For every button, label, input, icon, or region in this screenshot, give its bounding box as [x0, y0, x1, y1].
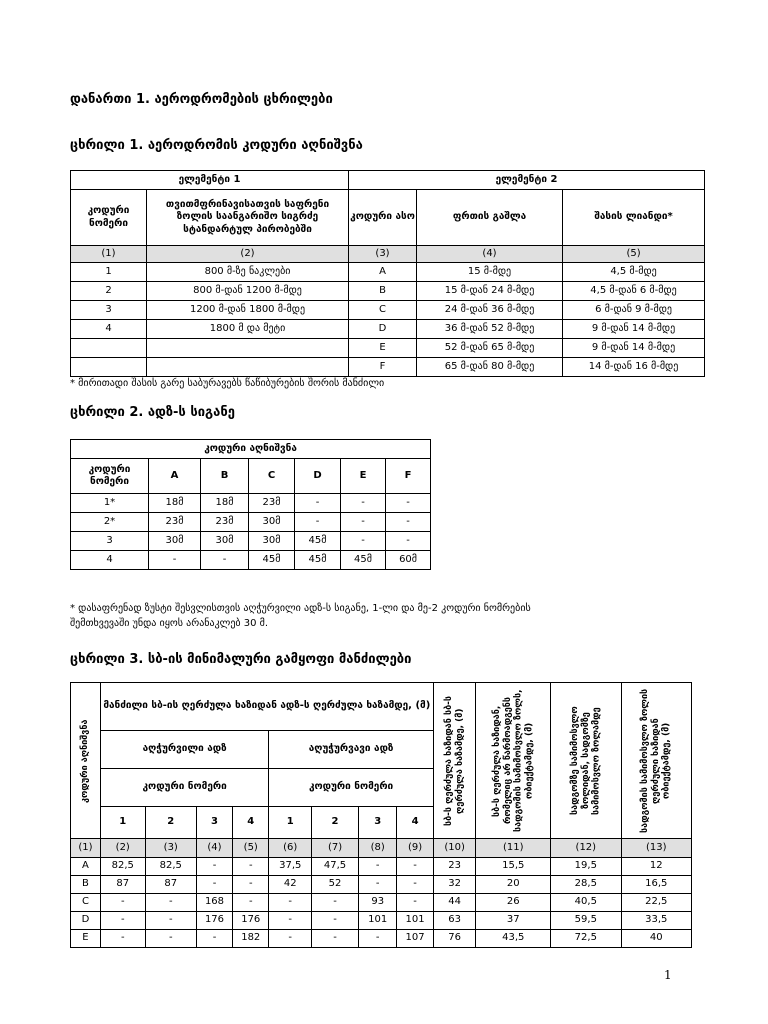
table-cell: 87 — [145, 876, 196, 894]
table3-code-number-header: კოდური ნომერი — [269, 769, 433, 807]
table-cell: C — [349, 301, 417, 320]
table-cell: - — [359, 876, 397, 894]
table1-number-row — [71, 246, 705, 263]
table-cell: 76 — [433, 930, 476, 948]
table-cell: 82,5 — [145, 858, 196, 876]
table3-number-row — [71, 839, 692, 858]
table-cell: - — [359, 930, 397, 948]
table-cell: 4,5 მ-დან 6 მ-მდე — [563, 282, 705, 301]
table-cell: 60მ — [386, 551, 431, 570]
table3-num-cell: (2) — [100, 839, 145, 858]
table-cell: - — [233, 894, 269, 912]
table1-aerodrome-code — [70, 170, 705, 377]
table-cell: - — [269, 894, 312, 912]
table-cell: - — [386, 532, 431, 551]
table-cell: 93 — [359, 894, 397, 912]
table-cell: 22,5 — [621, 894, 691, 912]
table-cell: 19,5 — [551, 858, 621, 876]
table-cell: 23 — [433, 858, 476, 876]
table-cell: - — [100, 912, 145, 930]
table-cell: 3 — [71, 301, 147, 320]
table3-num-cell: (4) — [196, 839, 232, 858]
table-cell: 1* — [71, 494, 149, 513]
table-cell: 52 — [312, 876, 359, 894]
table-cell: - — [196, 858, 232, 876]
table-row — [71, 263, 705, 282]
table3-num-cell: (8) — [359, 839, 397, 858]
table1-num-cell: (5) — [563, 246, 705, 263]
table-cell: 24 მ-დან 36 მ-მდე — [417, 301, 563, 320]
table3-col11-header: სბ-ს ღერძულა ხაზიდან, რომელიც არ წარმოადგენს სადგომის სამიმოსვლო ზოლს, ობიექტამდე, (მ) — [476, 683, 551, 839]
table3-num-cell: (7) — [312, 839, 359, 858]
table3-col13-header: სადგომის სამიმოსვლო ზოლის ღერძული ხაზიდან ობიექტამდე, (მ) — [621, 683, 691, 839]
table3-col10-header: სბ-ს ღერძულა ხაზიდან სბ-ს ღერძულა ხაზამდე, (მ) — [433, 683, 476, 839]
table-cell: C — [71, 894, 101, 912]
table2-runway-width — [70, 439, 431, 570]
table2-title: ცხრილი 2. ადზ-ს სიგანე — [70, 405, 235, 420]
table3-code-number-header: კოდური ნომერი — [100, 769, 269, 807]
table-cell: 1 — [71, 263, 147, 282]
table-cell: 87 — [100, 876, 145, 894]
table-cell: - — [269, 930, 312, 948]
table3-distance-header: მანძილი სბ-ის ღერძულა ხაზიდან ადზ-ს ღერძულა ხაზამდე, (მ) — [100, 683, 433, 731]
table-cell — [147, 358, 349, 377]
table3-num-cell: (11) — [476, 839, 551, 858]
table-cell: 4,5 მ-მდე — [563, 263, 705, 282]
table-cell: 3 — [71, 532, 149, 551]
table-cell: E — [349, 339, 417, 358]
table-cell — [71, 339, 147, 358]
table-row — [71, 912, 692, 930]
table-cell: 82,5 — [100, 858, 145, 876]
table-cell: - — [295, 494, 341, 513]
table-cell: 800 მ-დან 1200 მ-მდე — [147, 282, 349, 301]
table-cell: 23მ — [249, 494, 295, 513]
table-row — [71, 494, 431, 513]
table-cell: - — [269, 912, 312, 930]
table-cell: - — [145, 894, 196, 912]
table3-num-cell: (10) — [433, 839, 476, 858]
table-cell: 14 მ-დან 16 მ-მდე — [563, 358, 705, 377]
table-cell: 30მ — [201, 532, 249, 551]
table-cell: 101 — [397, 912, 433, 930]
table-cell: 45მ — [341, 551, 386, 570]
table-cell: 15,5 — [476, 858, 551, 876]
table-row — [71, 858, 692, 876]
table-cell: 63 — [433, 912, 476, 930]
table-cell: - — [312, 930, 359, 948]
table1-footnote: * მირითადი შასის გარე საბურავებს წაწიბურების შორის მანძილი — [70, 378, 385, 389]
table3-num-cell: (13) — [621, 839, 691, 858]
table-cell: 33,5 — [621, 912, 691, 930]
table-cell: 28,5 — [551, 876, 621, 894]
table-cell: - — [295, 513, 341, 532]
table-cell: 176 — [233, 912, 269, 930]
table2-note — [70, 601, 704, 631]
table3-title: ცხრილი 3. სბ-ის მინიმალური გამყოფი მანძილები — [70, 652, 412, 667]
table-cell: 52 მ-დან 65 მ-მდე — [417, 339, 563, 358]
table-cell: A — [71, 858, 101, 876]
table1-runway-length-header: თვითმფრინავისათვის საფრენი ზოლის საანგარიშო სიგრძე სტანდარტულ პირობებში — [147, 190, 349, 246]
table-cell: 2* — [71, 513, 149, 532]
table3-sub-header: 4 — [233, 807, 269, 839]
table3-num-cell: (5) — [233, 839, 269, 858]
table-cell: 6 მ-დან 9 მ-მდე — [563, 301, 705, 320]
page-number: 1 — [664, 968, 672, 982]
table-cell: 1200 მ-დან 1800 მ-მდე — [147, 301, 349, 320]
table-cell — [147, 339, 349, 358]
table-row — [71, 358, 705, 377]
table-row — [71, 930, 692, 948]
table3-num-cell: (1) — [71, 839, 101, 858]
table-cell: 168 — [196, 894, 232, 912]
table-cell: 16,5 — [621, 876, 691, 894]
table-cell: 30მ — [249, 532, 295, 551]
table2-letter-header: F — [386, 459, 431, 494]
table1-wingspan-header: ფრთის გაშლა — [417, 190, 563, 246]
table3-num-cell: (6) — [269, 839, 312, 858]
table3-sub-header: 2 — [145, 807, 196, 839]
table-cell: 2 — [71, 282, 147, 301]
table-cell: A — [349, 263, 417, 282]
table-cell: B — [349, 282, 417, 301]
table-cell: F — [349, 358, 417, 377]
table3-num-cell: (9) — [397, 839, 433, 858]
table-cell: D — [349, 320, 417, 339]
table3-num-cell: (12) — [551, 839, 621, 858]
table-cell: 182 — [233, 930, 269, 948]
table-cell — [71, 358, 147, 377]
table-cell: 23მ — [201, 513, 249, 532]
table-cell: E — [71, 930, 101, 948]
table-cell: - — [149, 551, 201, 570]
table1-code-number-header: კოდური ნომერი — [71, 190, 147, 246]
table-cell: - — [196, 930, 232, 948]
table-cell: 9 მ-დან 14 მ-მდე — [563, 320, 705, 339]
table-row — [71, 513, 431, 532]
table-cell: D — [71, 912, 101, 930]
table-row — [71, 876, 692, 894]
table2-letter-header: E — [341, 459, 386, 494]
table-cell: 47,5 — [312, 858, 359, 876]
table3-sub-header: 1 — [100, 807, 145, 839]
table-cell: 45მ — [295, 551, 341, 570]
table-cell: - — [312, 912, 359, 930]
table-cell: 40,5 — [551, 894, 621, 912]
table3-sub-header: 3 — [359, 807, 397, 839]
table-cell: 23მ — [149, 513, 201, 532]
table-row — [71, 894, 692, 912]
table-cell: - — [100, 930, 145, 948]
table3-taxiway-separation — [70, 682, 692, 948]
table-cell: - — [145, 930, 196, 948]
table-cell: 26 — [476, 894, 551, 912]
table-row — [71, 532, 431, 551]
table-cell: - — [359, 858, 397, 876]
table3-code-letter-header: კოდური აღნიშვნა — [71, 683, 101, 839]
table-cell: 37 — [476, 912, 551, 930]
table-row — [71, 301, 705, 320]
table1-element2-header: ელემენტი 2 — [349, 171, 705, 190]
table3-num-cell: (3) — [145, 839, 196, 858]
table2-code-header: კოდური აღნიშვნა — [71, 440, 431, 459]
table-cell: 32 — [433, 876, 476, 894]
table-cell: 1800 მ და მეტი — [147, 320, 349, 339]
table-cell: 65 მ-დან 80 მ-მდე — [417, 358, 563, 377]
table-cell: - — [145, 912, 196, 930]
table-cell: 176 — [196, 912, 232, 930]
table3-unequipped-header: აღუჭურვავი ადზ — [269, 731, 433, 769]
table-cell: 59,5 — [551, 912, 621, 930]
table-cell: - — [100, 894, 145, 912]
table3-sub-header: 3 — [196, 807, 232, 839]
table-cell: 18მ — [149, 494, 201, 513]
table-cell: 4 — [71, 551, 149, 570]
table-cell: 12 — [621, 858, 691, 876]
table3-col12-header: სადგომზე სამიმოსვლო ზოლიდან, სადგომზე სამიმოსვლო ზოლამდე — [551, 683, 621, 839]
table3-sub-header: 1 — [269, 807, 312, 839]
table1-num-cell: (4) — [417, 246, 563, 263]
table-cell: - — [196, 876, 232, 894]
table-cell: 15 მ-მდე — [417, 263, 563, 282]
table-cell: - — [341, 532, 386, 551]
table-cell: 800 მ-ზე ნაკლები — [147, 263, 349, 282]
table-cell: - — [201, 551, 249, 570]
table-cell: 4 — [71, 320, 147, 339]
table-cell: 72,5 — [551, 930, 621, 948]
table-row — [71, 320, 705, 339]
table3-sub-header: 2 — [312, 807, 359, 839]
table-cell: 40 — [621, 930, 691, 948]
table1-title: ცხრილი 1. აეროდრომის კოდური აღნიშვნა — [70, 138, 363, 153]
table-cell: 9 მ-დან 14 მ-მდე — [563, 339, 705, 358]
table-cell: 20 — [476, 876, 551, 894]
table-cell: 37,5 — [269, 858, 312, 876]
appendix-heading: დანართი 1. აეროდრომების ცხრილები — [70, 92, 333, 107]
table3-equipped-header: აღჭურვილი ადზ — [100, 731, 269, 769]
table-cell: - — [397, 858, 433, 876]
table1-num-cell: (2) — [147, 246, 349, 263]
table-cell: - — [341, 494, 386, 513]
table2-code-number-header: კოდური ნომერი — [71, 459, 149, 494]
table3-sub-header: 4 — [397, 807, 433, 839]
table1-num-cell: (3) — [349, 246, 417, 263]
table-cell: 43,5 — [476, 930, 551, 948]
table2-letter-header: A — [149, 459, 201, 494]
table2-letter-header: D — [295, 459, 341, 494]
table-cell: - — [386, 513, 431, 532]
table-cell: 36 მ-დან 52 მ-მდე — [417, 320, 563, 339]
table-cell: 42 — [269, 876, 312, 894]
table-cell: - — [397, 876, 433, 894]
table-cell: - — [233, 858, 269, 876]
table-cell: 30მ — [149, 532, 201, 551]
table-row — [71, 282, 705, 301]
table-row — [71, 339, 705, 358]
table-cell: 30მ — [249, 513, 295, 532]
table2-letter-header: C — [249, 459, 295, 494]
table-row — [71, 551, 431, 570]
table-cell: B — [71, 876, 101, 894]
table-cell: - — [312, 894, 359, 912]
table-cell: 15 მ-დან 24 მ-მდე — [417, 282, 563, 301]
table1-num-cell: (1) — [71, 246, 147, 263]
table1-code-letter-header: კოდური ასო — [349, 190, 417, 246]
table-cell: 44 — [433, 894, 476, 912]
table2-note-line1: * დასაფრენად ზუსტი შესვლისთვის აღჭურვილი ადზ-ს სიგანე, 1-ლი და მე-2 კოდური ნომრების — [70, 603, 531, 614]
table2-letter-header: B — [201, 459, 249, 494]
table-cell: 45მ — [249, 551, 295, 570]
table-cell: 18მ — [201, 494, 249, 513]
table-cell: - — [386, 494, 431, 513]
table1-gear-span-header: შასის ლიანდი* — [563, 190, 705, 246]
table-cell: - — [397, 894, 433, 912]
table-cell: - — [233, 876, 269, 894]
table-cell: 101 — [359, 912, 397, 930]
table-cell: 107 — [397, 930, 433, 948]
table-cell: 45მ — [295, 532, 341, 551]
table1-element1-header: ელემენტი 1 — [71, 171, 349, 190]
table2-note-line2: შემთხვევაში უნდა იყოს არანაკლებ 30 მ. — [70, 618, 269, 629]
table-cell: - — [341, 513, 386, 532]
